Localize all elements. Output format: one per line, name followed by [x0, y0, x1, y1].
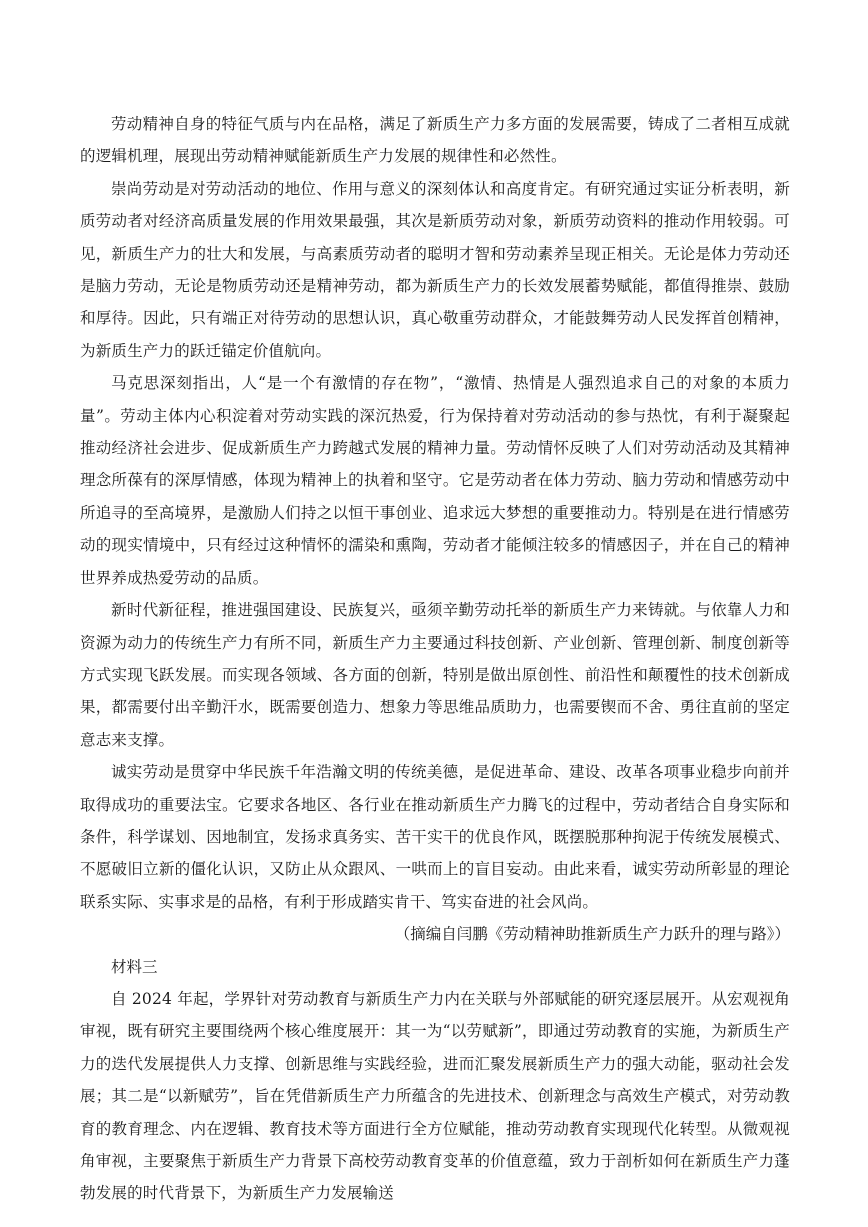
paragraph: 诚实劳动是贯穿中华民族千年浩瀚文明的传统美德，是促进革命、建设、改革各项事业稳步向前并取得成功的重要法宝。它要求各地区、各行业在推动新质生产力腾飞的过程中，劳动者结合自身实际和条件，科学谋划、因地制宜，发扬求真务实、苦干实干的优良作风，既摆脱那种拘泥于传统发展模式、不愿破旧立新的僵化认识，又防止从众跟风、一哄而上的盲目妄动。由此来看，诚实劳动所彰显的理论联系实际、实事求是的品格，有利于形成踏实肯干、笃实奋进的社会风尚。	[80, 763, 790, 911]
paragraph: 新时代新征程，推进强国建设、民族复兴，亟须辛勤劳动托举的新质生产力来铸就。与依靠人力和资源为动力的传统生产力有所不同，新质生产力主要通过科技创新、产业创新、管理创新、制度创新等方式实现飞跃发展。而实现各领域、各方面的创新，特别是做出原创性、前沿性和颠覆性的技术创新成果，都需要付出辛勤汗水，既需要创造力、想象力等思维品质助力，也需要锲而不舍、勇往直前的坚定意志来支撑。	[80, 601, 790, 749]
paragraph: 自 2024 年起，学界针对劳动教育与新质生产力内在关联与外部赋能的研究逐层展开。从宏观视角审视，既有研究主要围绕两个核心维度展开：其一为“以劳赋新”，即通过劳动教育的实施，为新质生产力的迭代发展提供人力支撑、创新思维与实践经验，进而汇聚发展新质生产力的强大动能，驱动社会发展；其二是“以新赋劳”，旨在凭借新质生产力所蕴含的先进技术、创新理念与高效生产模式，对劳动教育的教育理念、内在逻辑、教育技术等方面进行全方位赋能，推动劳动教育实现现代化转型。从微观视角审视，主要聚焦于新质生产力背景下高校劳动教育变革的价值意蕴，致力于剖析如何在新质生产力蓬勃发展的时代背景下，为新质生产力发展输送	[80, 989, 790, 1203]
source-citation: （摘编自闫鹏《劳动精神助推新质生产力跃升的理与路》）	[394, 925, 790, 944]
section-label: 材料三	[111, 957, 158, 976]
paragraph: 崇尚劳动是对劳动活动的地位、作用与意义的深刻体认和高度肯定。有研究通过实证分析表明，新质劳动者对经济高质量发展的作用效果最强，其次是新质劳动对象，新质劳动资料的推动作用较弱。可见，新质生产力的壮大和发展，与高素质劳动者的聪明才智和劳动素养呈现正相关。无论是体力劳动还是脑力劳动，无论是物质劳动还是精神劳动，都为新质生产力的长效发展蓄势赋能，都值得推崇、鼓励和厚待。因此，只有端正对待劳动的思想认识，真心敬重劳动群众，才能鼓舞劳动人民发挥首创精神，为新质生产力的跃迁锚定价值航向。	[80, 179, 790, 360]
paragraph: 马克思深刻指出，人“是一个有激情的存在物”，“激情、热情是人强烈追求自己的对象的本质力量”。劳动主体内心积淀着对劳动实践的深沉热爱，行为保持着对劳动活动的参与热忱，有利于凝聚起推动经济社会进步、促成新质生产力跨越式发展的精神力量。劳动情怀反映了人们对劳动活动及其精神理念所葆有的深厚情感，体现为精神上的执着和坚守。它是劳动者在体力劳动、脑力劳动和情感劳动中所追寻的至高境界，是激励人们持之以恒干事创业、追求远大梦想的重要推动力。特别是在进行情感劳动的现实情境中，只有经过这种情怀的濡染和熏陶，劳动者才能倾注较多的情感因子，并在自己的精神世界养成热爱劳动的品质。	[80, 374, 790, 587]
document-page	[80, 108, 790, 1210]
paragraph: 劳动精神自身的特征气质与内在品格，满足了新质生产力多方面的发展需要，铸成了二者相互成就的逻辑机理，展现出劳动精神赋能新质生产力发展的规律性和必然性。	[80, 115, 790, 166]
